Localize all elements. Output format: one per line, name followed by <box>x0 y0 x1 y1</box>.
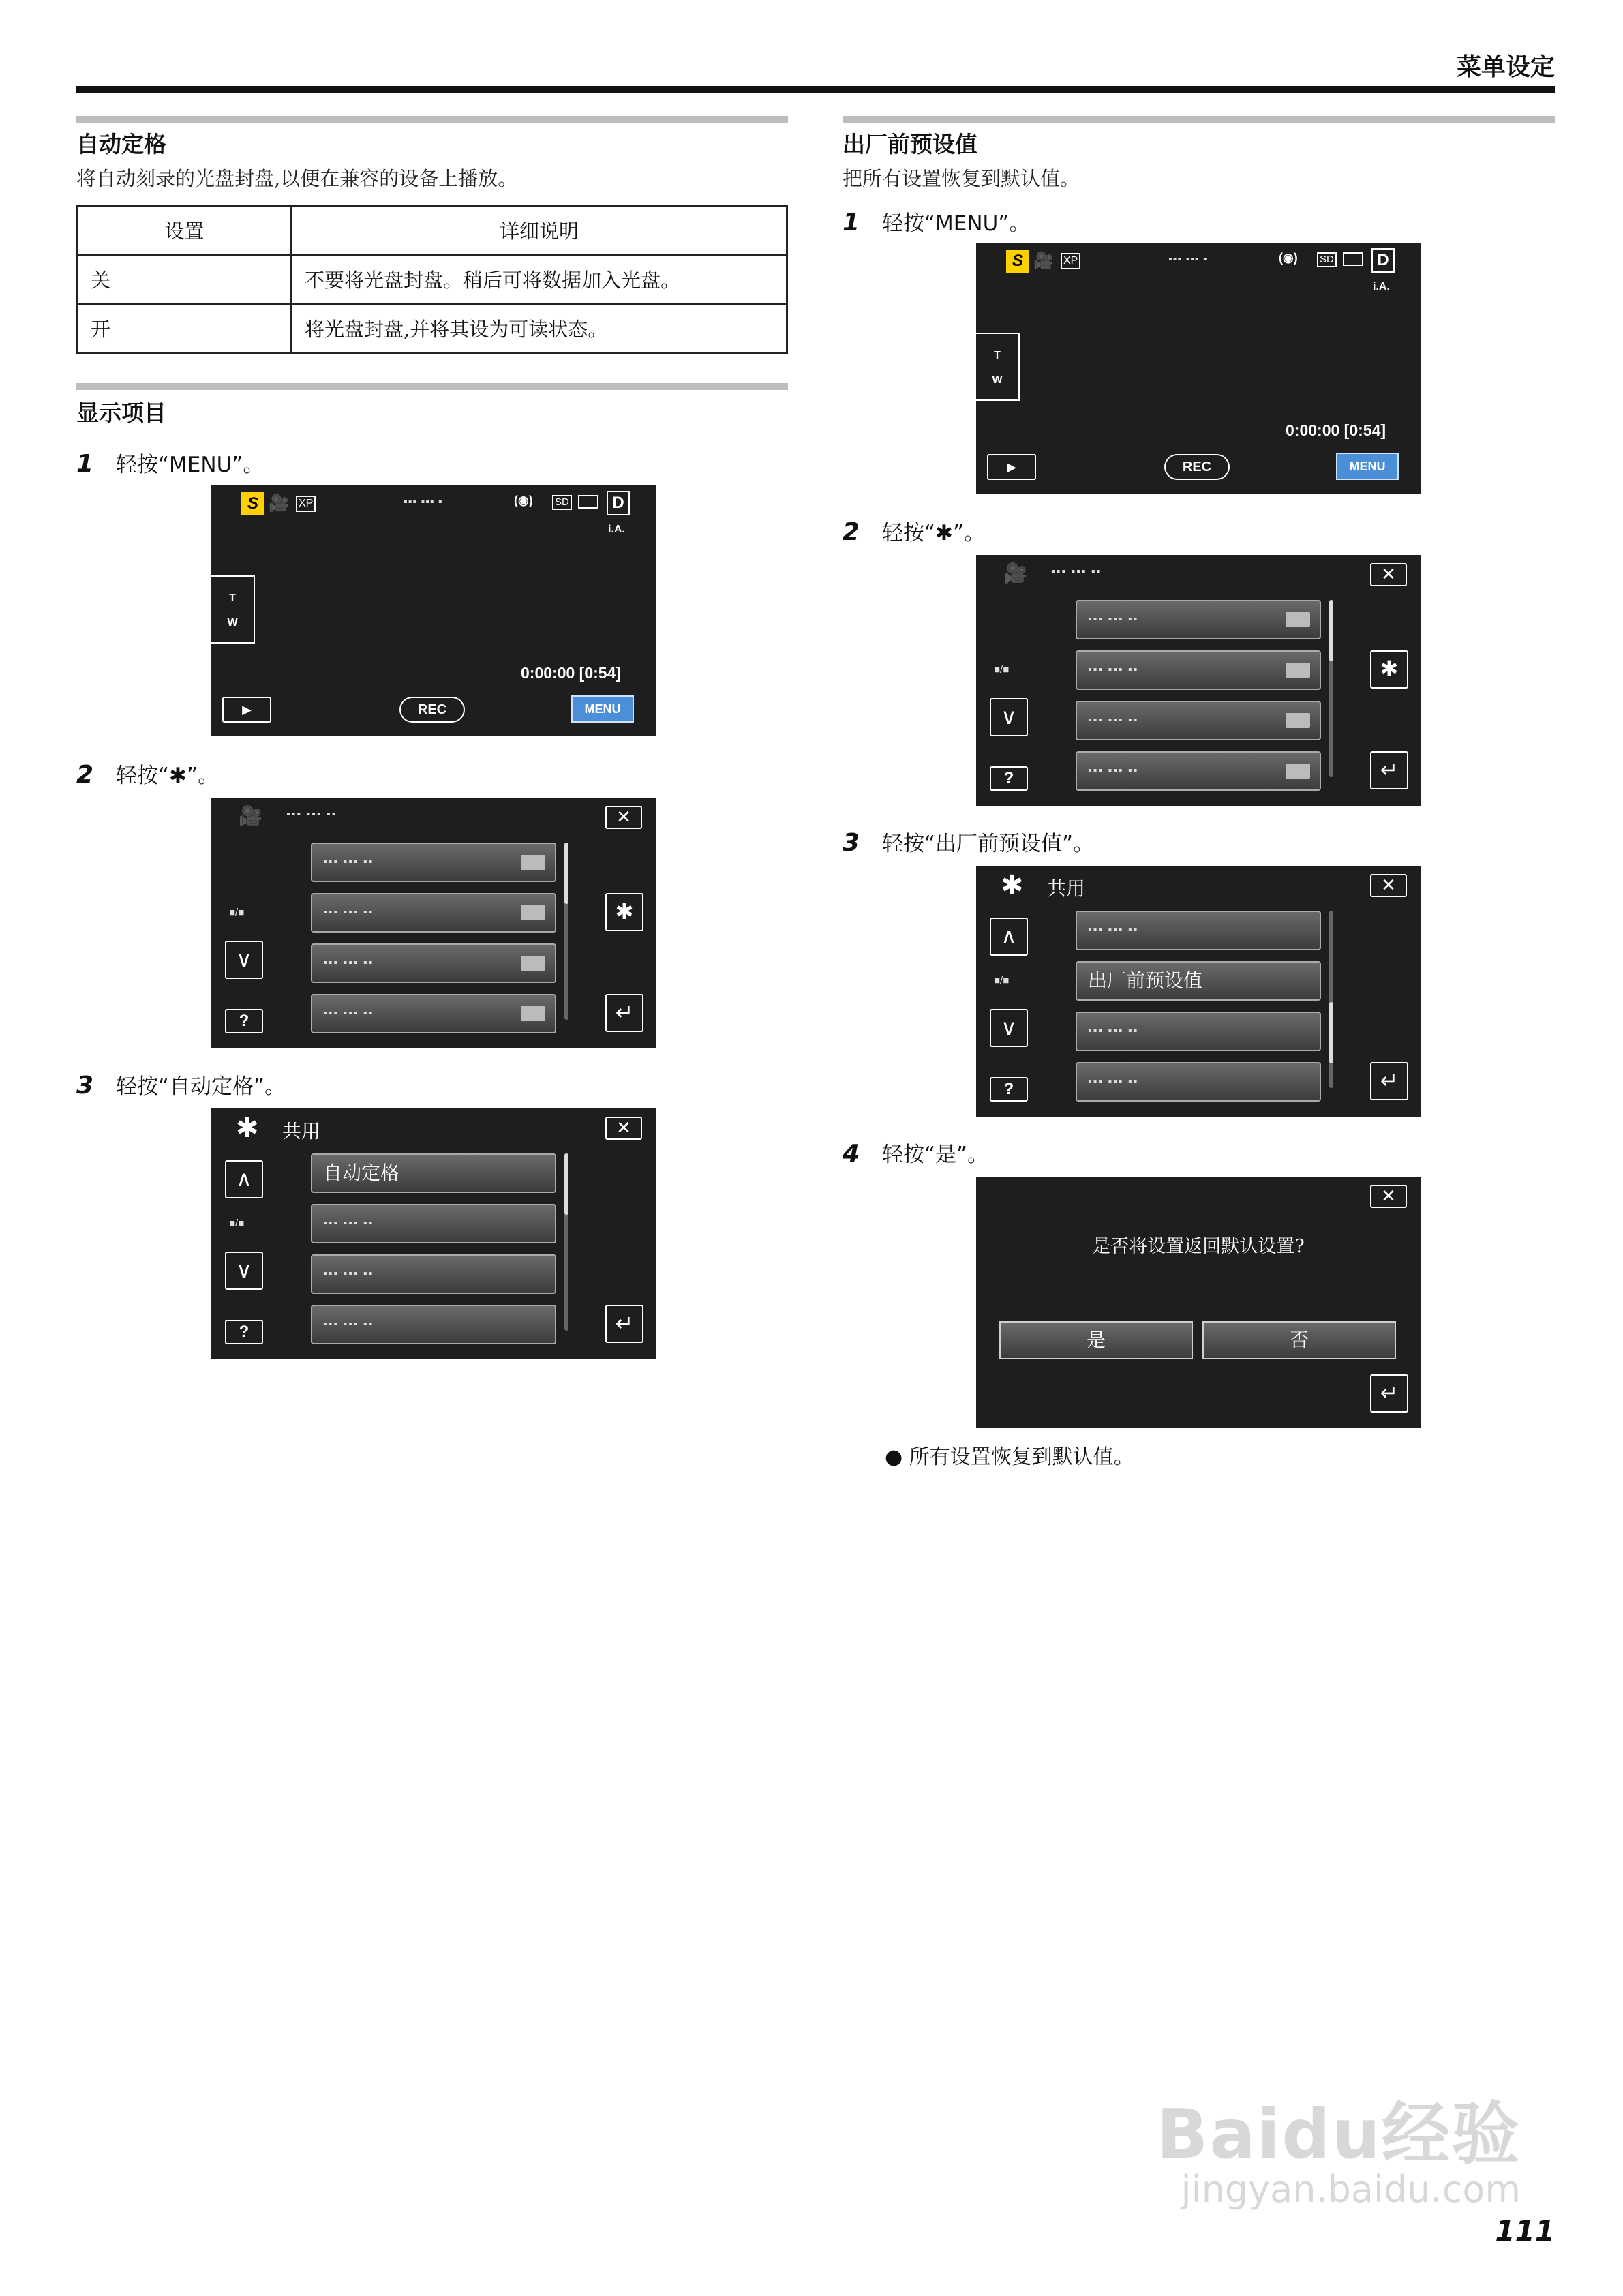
d-mode-badge: D <box>607 491 630 515</box>
scroll-down-button[interactable]: ∨ <box>990 1009 1028 1047</box>
back-button[interactable]: ↵ <box>1370 751 1408 789</box>
menu-item[interactable]: ▪▪▪ ▪▪▪ ▪▪ <box>311 943 556 983</box>
stabilizer-icon: (◉) <box>1279 251 1298 265</box>
ia-label: i.A. <box>608 524 625 535</box>
table-header: 详细说明 <box>292 206 787 255</box>
table-header-row <box>78 206 787 255</box>
menu-item[interactable]: ▪▪▪ ▪▪▪ ▪▪ <box>311 843 556 882</box>
back-button[interactable]: ↵ <box>1370 1062 1408 1100</box>
table-row <box>78 304 787 353</box>
page-number: 111 <box>1495 2214 1555 2248</box>
page-indicator: ■/■ <box>994 975 1010 986</box>
camera-screen-record <box>211 485 656 736</box>
menu-item-auto-finalize[interactable]: 自动定格 <box>311 1153 556 1193</box>
step-3: 3 轻按“自动定格”。 <box>76 1072 286 1100</box>
step-1: 1 轻按“MENU”。 <box>76 450 264 478</box>
help-button[interactable]: ? <box>990 1077 1028 1102</box>
gear-icon: ✱ <box>1001 871 1024 901</box>
time-readout: 0:00:00 [0:54] <box>521 664 622 682</box>
scroll-up-button[interactable]: ∧ <box>225 1160 263 1198</box>
close-button[interactable]: ✕ <box>1370 563 1407 586</box>
menu-item[interactable]: ▪▪▪ ▪▪▪ ▪▪ <box>311 1254 556 1294</box>
sd-card-badge: SD <box>1317 252 1337 267</box>
common-label: 共用 <box>282 1120 321 1143</box>
camera-screen-video-menu <box>211 798 656 1048</box>
menu-item[interactable]: ▪▪▪ ▪▪▪ ▪▪ <box>1076 600 1321 639</box>
menu-item[interactable]: ▪▪▪ ▪▪▪ ▪▪ <box>1076 751 1321 791</box>
close-button[interactable]: ✕ <box>1370 1185 1407 1208</box>
ia-label: i.A. <box>1373 281 1390 292</box>
menu-item[interactable]: ▪▪▪ ▪▪▪ ▪▪ <box>311 1204 556 1243</box>
section-rule <box>843 116 1555 123</box>
back-button[interactable]: ↵ <box>1370 1374 1408 1413</box>
result-note: ● 所有设置恢复到默认值。 <box>885 1445 1134 1469</box>
table-cell-setting: 开 <box>78 304 292 353</box>
page-indicator: ■/■ <box>229 907 245 918</box>
camera-screen-record <box>976 243 1421 494</box>
table-cell-detail: 不要将光盘封盘。稍后可将数据加入光盘。 <box>292 255 787 304</box>
help-button[interactable]: ? <box>225 1009 263 1033</box>
zoom-tw-control[interactable]: T W <box>211 575 255 644</box>
back-button[interactable]: ↵ <box>605 1305 643 1343</box>
page-indicator: ■/■ <box>229 1218 245 1229</box>
time-readout: 0:00:00 [0:54] <box>1286 421 1386 439</box>
scroll-down-button[interactable]: ∨ <box>225 941 263 979</box>
camera-screen-common-menu <box>976 866 1421 1117</box>
settings-table <box>76 205 788 354</box>
scroll-down-button[interactable]: ∨ <box>990 698 1028 736</box>
quality-xp-badge: XP <box>296 496 316 512</box>
menu-item-factory-reset[interactable]: 出厂前预设值 <box>1076 961 1321 1001</box>
menu-item[interactable]: ▪▪▪ ▪▪▪ ▪▪ <box>1076 701 1321 740</box>
menu-item[interactable]: ▪▪▪ ▪▪▪ ▪▪ <box>1076 1062 1321 1102</box>
help-button[interactable]: ? <box>225 1320 263 1344</box>
close-button[interactable]: ✕ <box>605 1117 642 1140</box>
rec-button[interactable]: REC <box>399 697 465 723</box>
yes-button[interactable]: 是 <box>999 1321 1193 1359</box>
stabilizer-icon: (◉) <box>514 494 533 507</box>
mode-s-badge: S <box>241 492 264 515</box>
section-desc-auto-finalize: 将自动刻录的光盘封盘,以便在兼容的设备上播放。 <box>76 167 518 190</box>
section-rule <box>76 383 788 390</box>
menu-item[interactable]: ▪▪▪ ▪▪▪ ▪▪ <box>1076 911 1321 950</box>
bullet-icon: ● <box>885 1445 909 1469</box>
scroll-down-button[interactable]: ∨ <box>225 1252 263 1290</box>
page-header-title: 菜单设定 <box>1456 53 1555 81</box>
step-1: 1 轻按“MENU”。 <box>843 209 1031 237</box>
scrollbar-thumb[interactable] <box>564 843 568 904</box>
video-camera-icon: 🎥 <box>1033 252 1054 270</box>
table-cell-setting: 关 <box>78 255 292 304</box>
camera-screen-video-menu <box>976 555 1421 806</box>
status-dots: ▪▪▪ ▪▪▪ ▪ <box>404 496 443 508</box>
video-camera-icon: 🎥 <box>269 494 289 513</box>
gear-icon: ✱ <box>236 1113 259 1143</box>
close-button[interactable]: ✕ <box>1370 874 1407 897</box>
scroll-up-button[interactable]: ∧ <box>990 918 1028 956</box>
menu-button[interactable]: MENU <box>571 695 634 723</box>
scrollbar-thumb[interactable] <box>1329 600 1333 661</box>
menu-header-dots: ▪▪▪ ▪▪▪ ▪▪ <box>1051 566 1102 577</box>
battery-icon <box>578 495 598 509</box>
section-title-auto-finalize: 自动定格 <box>76 131 166 157</box>
mode-s-badge: S <box>1006 250 1029 273</box>
section-rule <box>76 116 788 123</box>
table-header: 设置 <box>78 206 292 255</box>
page-indicator: ■/■ <box>994 664 1010 676</box>
table-cell-detail: 将光盘封盘,并将其设为可读状态。 <box>292 304 787 353</box>
d-mode-badge: D <box>1371 248 1395 273</box>
quality-xp-badge: XP <box>1061 253 1080 269</box>
camera-screen-confirm-dialog <box>976 1177 1421 1428</box>
section-title-factory-reset: 出厂前预设值 <box>843 131 977 157</box>
dialog-question: 是否将设置返回默认设置? <box>1092 1236 1305 1257</box>
settings-gear-button[interactable]: ✱ <box>1370 650 1408 689</box>
sd-card-badge: SD <box>552 495 572 510</box>
no-button[interactable]: 否 <box>1202 1321 1396 1359</box>
menu-item[interactable]: ▪▪▪ ▪▪▪ ▪▪ <box>311 994 556 1033</box>
rec-button[interactable]: REC <box>1164 454 1230 480</box>
table-row <box>78 255 787 304</box>
menu-item[interactable]: ▪▪▪ ▪▪▪ ▪▪ <box>311 1305 556 1344</box>
step-4: 4 轻按“是”。 <box>843 1140 989 1168</box>
section-desc-factory-reset: 把所有设置恢复到默认值。 <box>843 167 1080 190</box>
battery-icon <box>1343 252 1363 266</box>
watermark-url: jingyan.baidu.com <box>1181 2168 1521 2211</box>
playback-button[interactable]: ▶ <box>222 697 271 723</box>
menu-header-dots: ▪▪▪ ▪▪▪ ▪▪ <box>286 809 337 820</box>
section-title-display-items: 显示项目 <box>76 399 166 426</box>
camera-screen-common-menu <box>211 1108 656 1359</box>
video-camera-icon: 🎥 <box>1003 562 1027 584</box>
header-rule <box>76 86 1555 93</box>
scrollbar-thumb[interactable] <box>1329 1002 1333 1063</box>
menu-item[interactable]: ▪▪▪ ▪▪▪ ▪▪ <box>1076 650 1321 690</box>
back-button[interactable]: ↵ <box>605 994 643 1032</box>
status-dots: ▪▪▪ ▪▪▪ ▪ <box>1168 254 1208 265</box>
step-3: 3 轻按“出厂前预设值”。 <box>843 829 1095 857</box>
menu-item[interactable]: ▪▪▪ ▪▪▪ ▪▪ <box>311 893 556 933</box>
playback-button[interactable]: ▶ <box>987 454 1036 480</box>
menu-item[interactable]: ▪▪▪ ▪▪▪ ▪▪ <box>1076 1012 1321 1051</box>
common-label: 共用 <box>1047 877 1086 900</box>
video-camera-icon: 🎥 <box>239 805 262 826</box>
menu-button[interactable]: MENU <box>1336 453 1399 480</box>
settings-gear-button[interactable]: ✱ <box>605 893 643 931</box>
step-2: 2 轻按“✱”。 <box>843 518 986 546</box>
help-button[interactable]: ? <box>990 766 1028 791</box>
close-button[interactable]: ✕ <box>605 806 642 829</box>
scrollbar-thumb[interactable] <box>564 1153 568 1215</box>
zoom-tw-control[interactable]: T W <box>976 333 1020 401</box>
watermark-logo: Baidu经验 <box>1156 2094 1521 2174</box>
step-2: 2 轻按“✱”。 <box>76 761 219 789</box>
